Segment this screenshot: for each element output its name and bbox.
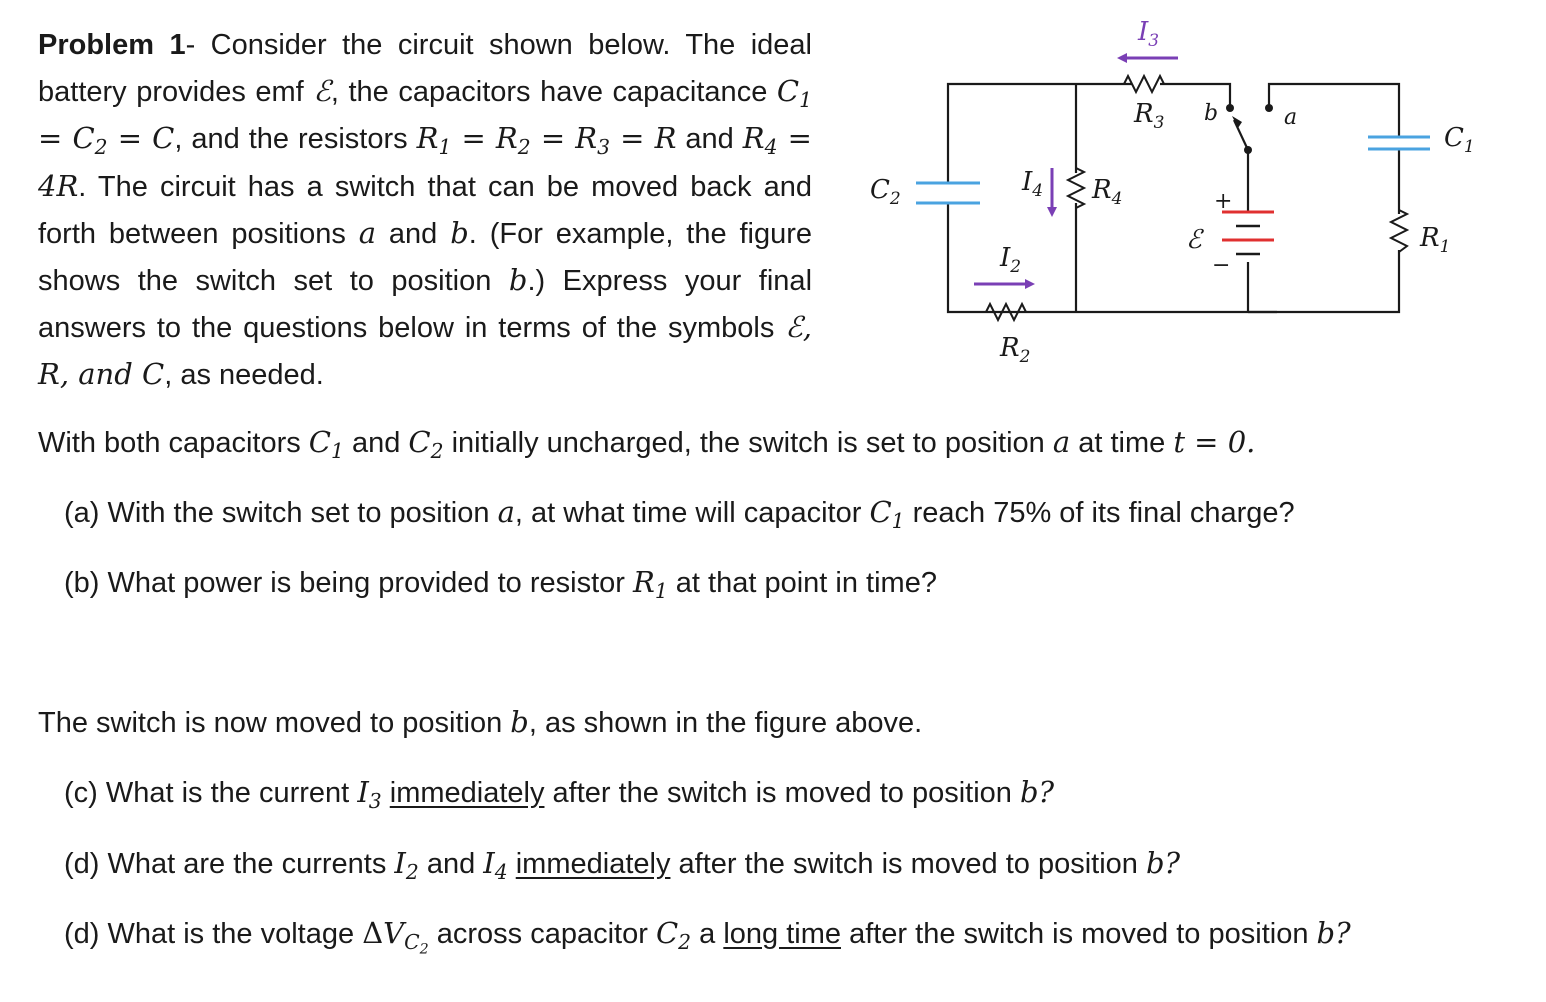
capacitor-relation: $C_1 = C_2 = C$ <box>38 74 812 160</box>
label-a: a <box>1284 105 1298 130</box>
problem-intro: Problem 1- Consider the circuit shown below. The ideal battery provides emf ℰ, the capacitors have capacitance $C_1 = C_2 = C$, and the resistors $R_1 = R_2 = R_3 = R$ and $R_4 = 4R$. The circuit has a switch that can be moved back and forth between positions a and b. (For example, the figure shows the switch set to position b.) Express your final answers to the questions below in terms of the symbols ℰ, R, and C, as needed. <box>38 29 813 392</box>
label-c2: $C_2$ <box>870 175 901 209</box>
capacitor-c1 <box>1368 137 1430 149</box>
label-emf: ℰ <box>1186 225 1202 255</box>
switch-pivot <box>1244 146 1252 154</box>
question-a: (a) With the switch set to position a, at what time will capacitor $C_1$ reach 75% of its final charge? <box>64 495 1295 534</box>
label-r1: $R_1$ <box>1420 223 1451 257</box>
wire-r3-to-b <box>1160 84 1230 106</box>
question-b: (b) What power is being provided to resistor $R_1$ at that point in time? <box>64 565 937 604</box>
part2-statement: The switch is now moved to position b, as shown in the figure above. <box>38 705 923 739</box>
label-r3: $R_3$ <box>1134 99 1165 133</box>
label-r2: $R_2$ <box>1000 333 1031 367</box>
label-b: b <box>1204 101 1219 126</box>
resistor-r4 <box>1068 168 1084 208</box>
label-minus: − <box>1212 253 1231 278</box>
switch-terminal-a[interactable] <box>1265 104 1273 112</box>
problem-heading: Problem 1 <box>38 29 186 61</box>
wires <box>948 84 1399 312</box>
label-i2: $I_2$ <box>1000 243 1022 277</box>
label-r4: $R_4$ <box>1092 175 1123 209</box>
question-c: (c) What is the current $I_3$ immediately after the switch is moved to position b? <box>64 775 1055 814</box>
resistor-relation: $R_1 = R_2 = R_3 = R$ <box>416 121 677 160</box>
label-c1: $C_1$ <box>1444 123 1475 157</box>
wire-right-side <box>1248 149 1399 312</box>
resistor-r1 <box>1391 210 1407 252</box>
r4-relation: $R_4 = 4R$ <box>38 121 812 203</box>
label-i4: $I_4$ <box>1022 167 1044 201</box>
switch-blade[interactable] <box>1234 120 1248 150</box>
circuit-diagram <box>860 8 1540 378</box>
question-d1: (d) What are the currents $I_2$ and $I_4$ immediately after the switch is moved to position b? <box>64 846 1181 885</box>
switch-terminal-b[interactable] <box>1226 104 1234 112</box>
part1-statement: With both capacitors $C_1$ and $C_2$ initially uncharged, the switch is set to position a at time t = 0. <box>38 425 1256 464</box>
label-plus: + <box>1214 189 1233 214</box>
question-d2: (d) What is the voltage $\Delta V_{C_2}$ across capacitor $C_2$ a long time after the switch is moved to position b? <box>64 916 1351 958</box>
wire-top-left <box>948 84 1132 183</box>
capacitor-c2 <box>916 183 980 203</box>
label-i3: $I_3$ <box>1138 17 1160 51</box>
